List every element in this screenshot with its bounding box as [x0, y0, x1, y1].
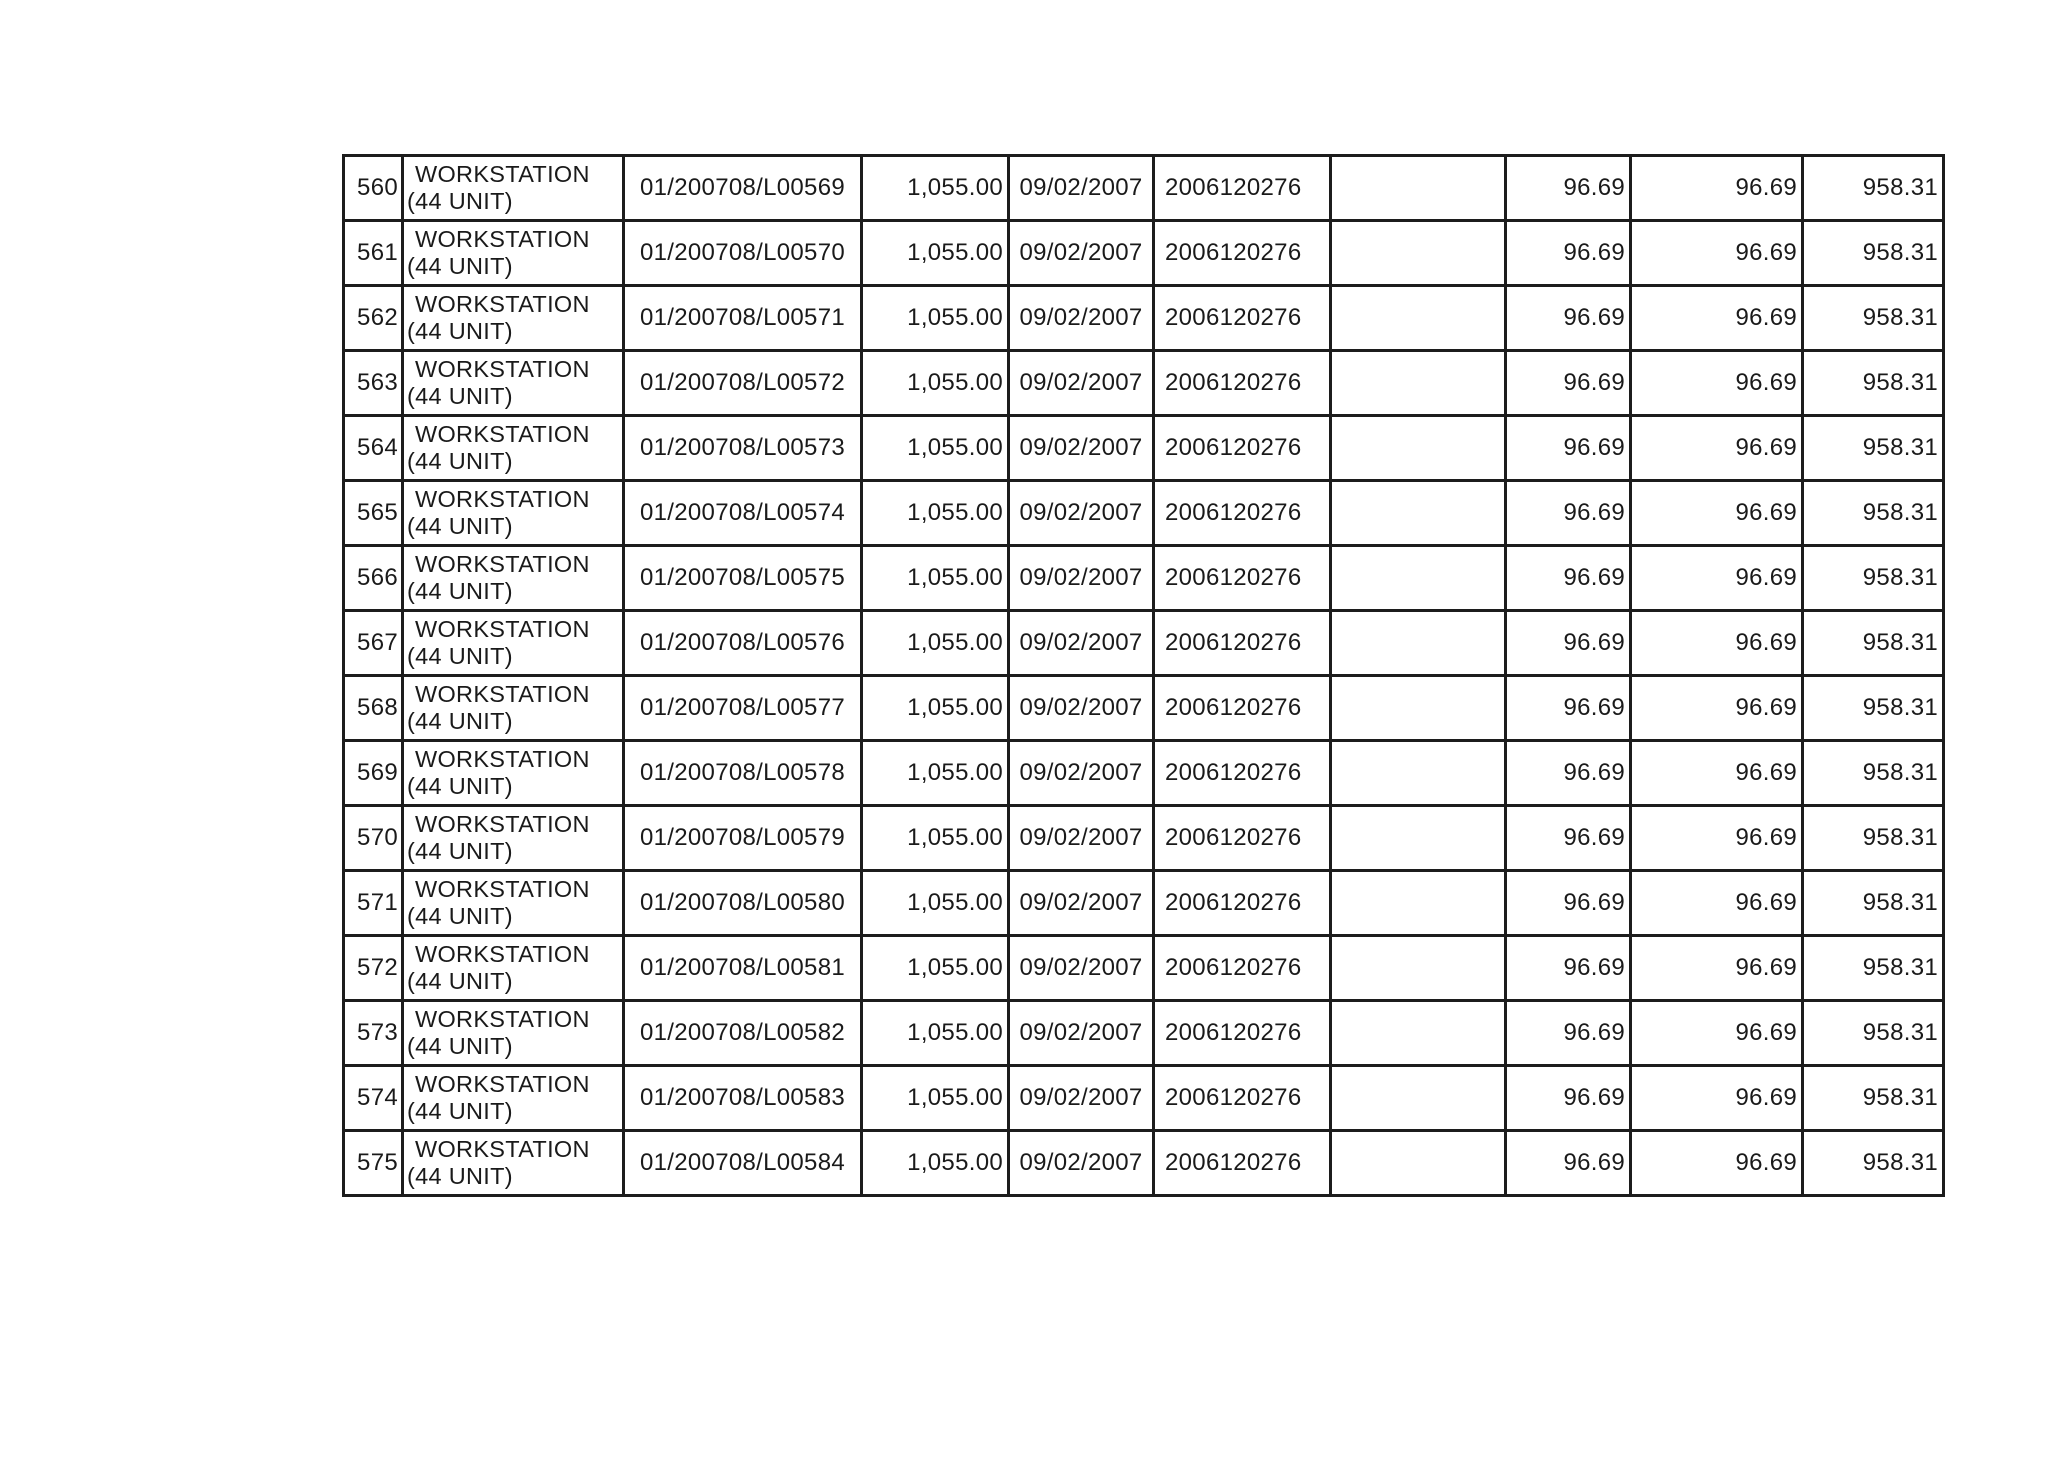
description-line-1: WORKSTATION — [415, 356, 590, 382]
date-cell: 09/02/2007 — [1009, 741, 1154, 806]
net-book-value-cell: 958.31 — [1803, 286, 1944, 351]
reference-cell: 01/200708/L00569 — [624, 156, 862, 221]
description-cell — [403, 741, 624, 806]
net-book-value-cell: 958.31 — [1803, 676, 1944, 741]
net-book-value-cell: 958.31 — [1803, 871, 1944, 936]
reference-cell: 01/200708/L00572 — [624, 351, 862, 416]
accumulated-depreciation-cell: 96.69 — [1631, 936, 1803, 1001]
item-number-cell: 571 — [344, 871, 403, 936]
cost-cell: 1,055.00 — [862, 546, 1009, 611]
depreciation-cell: 96.69 — [1506, 221, 1631, 286]
accumulated-depreciation-cell: 96.69 — [1631, 871, 1803, 936]
net-book-value-cell: 958.31 — [1803, 156, 1944, 221]
date-cell: 09/02/2007 — [1009, 1131, 1154, 1196]
item-number-cell: 563 — [344, 351, 403, 416]
net-book-value-cell: 958.31 — [1803, 221, 1944, 286]
description-line-1: WORKSTATION — [415, 1136, 590, 1162]
accumulated-depreciation-cell: 96.69 — [1631, 156, 1803, 221]
empty-cell — [1331, 351, 1506, 416]
depreciation-cell: 96.69 — [1506, 936, 1631, 1001]
reference-cell: 01/200708/L00571 — [624, 286, 862, 351]
item-number-cell: 575 — [344, 1131, 403, 1196]
description-line-1: WORKSTATION — [415, 941, 590, 967]
description-line-1: WORKSTATION — [415, 486, 590, 512]
cost-cell: 1,055.00 — [862, 871, 1009, 936]
description-cell — [403, 351, 624, 416]
code-cell: 2006120276 — [1154, 676, 1331, 741]
code-cell: 2006120276 — [1154, 871, 1331, 936]
empty-cell — [1331, 156, 1506, 221]
table-row — [344, 351, 1944, 416]
item-number-cell: 567 — [344, 611, 403, 676]
code-cell: 2006120276 — [1154, 416, 1331, 481]
description-line-1: WORKSTATION — [415, 811, 590, 837]
item-number-cell: 574 — [344, 1066, 403, 1131]
net-book-value-cell: 958.31 — [1803, 1001, 1944, 1066]
description-line-2: (44 UNIT) — [407, 708, 513, 734]
cost-cell: 1,055.00 — [862, 806, 1009, 871]
date-cell: 09/02/2007 — [1009, 1001, 1154, 1066]
description-line-1: WORKSTATION — [415, 746, 590, 772]
table-row — [344, 871, 1944, 936]
date-cell: 09/02/2007 — [1009, 676, 1154, 741]
description-cell — [403, 416, 624, 481]
description-line-1: WORKSTATION — [415, 161, 590, 187]
empty-cell — [1331, 546, 1506, 611]
depreciation-cell: 96.69 — [1506, 416, 1631, 481]
reference-cell: 01/200708/L00575 — [624, 546, 862, 611]
table-row — [344, 1131, 1944, 1196]
reference-cell: 01/200708/L00576 — [624, 611, 862, 676]
reference-cell: 01/200708/L00580 — [624, 871, 862, 936]
table-row — [344, 741, 1944, 806]
cost-cell: 1,055.00 — [862, 221, 1009, 286]
item-number-cell: 566 — [344, 546, 403, 611]
empty-cell — [1331, 1066, 1506, 1131]
code-cell: 2006120276 — [1154, 1066, 1331, 1131]
item-number-cell: 572 — [344, 936, 403, 1001]
description-line-1: WORKSTATION — [415, 421, 590, 447]
description-cell — [403, 156, 624, 221]
cost-cell: 1,055.00 — [862, 676, 1009, 741]
cost-cell: 1,055.00 — [862, 416, 1009, 481]
code-cell: 2006120276 — [1154, 1001, 1331, 1066]
table-body — [344, 156, 1944, 1196]
description-line-2: (44 UNIT) — [407, 838, 513, 864]
date-cell: 09/02/2007 — [1009, 481, 1154, 546]
empty-cell — [1331, 481, 1506, 546]
item-number-cell: 561 — [344, 221, 403, 286]
depreciation-cell: 96.69 — [1506, 741, 1631, 806]
reference-cell: 01/200708/L00578 — [624, 741, 862, 806]
code-cell: 2006120276 — [1154, 286, 1331, 351]
code-cell: 2006120276 — [1154, 156, 1331, 221]
cost-cell: 1,055.00 — [862, 1131, 1009, 1196]
description-line-1: WORKSTATION — [415, 291, 590, 317]
description-cell — [403, 481, 624, 546]
cost-cell: 1,055.00 — [862, 1066, 1009, 1131]
item-number-cell: 568 — [344, 676, 403, 741]
depreciation-cell: 96.69 — [1506, 1001, 1631, 1066]
reference-cell: 01/200708/L00584 — [624, 1131, 862, 1196]
description-line-2: (44 UNIT) — [407, 253, 513, 279]
table-row — [344, 936, 1944, 1001]
reference-cell: 01/200708/L00577 — [624, 676, 862, 741]
code-cell: 2006120276 — [1154, 936, 1331, 1001]
date-cell: 09/02/2007 — [1009, 936, 1154, 1001]
table-row — [344, 416, 1944, 481]
description-line-1: WORKSTATION — [415, 876, 590, 902]
net-book-value-cell: 958.31 — [1803, 1066, 1944, 1131]
empty-cell — [1331, 676, 1506, 741]
description-line-2: (44 UNIT) — [407, 773, 513, 799]
net-book-value-cell: 958.31 — [1803, 1131, 1944, 1196]
cost-cell: 1,055.00 — [862, 156, 1009, 221]
description-line-2: (44 UNIT) — [407, 903, 513, 929]
accumulated-depreciation-cell: 96.69 — [1631, 481, 1803, 546]
cost-cell: 1,055.00 — [862, 481, 1009, 546]
reference-cell: 01/200708/L00581 — [624, 936, 862, 1001]
empty-cell — [1331, 611, 1506, 676]
description-line-2: (44 UNIT) — [407, 383, 513, 409]
item-number-cell: 565 — [344, 481, 403, 546]
table-row — [344, 156, 1944, 221]
cost-cell: 1,055.00 — [862, 286, 1009, 351]
item-number-cell: 570 — [344, 806, 403, 871]
accumulated-depreciation-cell: 96.69 — [1631, 741, 1803, 806]
description-cell — [403, 936, 624, 1001]
code-cell: 2006120276 — [1154, 351, 1331, 416]
date-cell: 09/02/2007 — [1009, 221, 1154, 286]
description-line-2: (44 UNIT) — [407, 578, 513, 604]
item-number-cell: 562 — [344, 286, 403, 351]
table-row — [344, 1001, 1944, 1066]
table-row — [344, 611, 1944, 676]
accumulated-depreciation-cell: 96.69 — [1631, 221, 1803, 286]
depreciation-cell: 96.69 — [1506, 1066, 1631, 1131]
net-book-value-cell: 958.31 — [1803, 351, 1944, 416]
accumulated-depreciation-cell: 96.69 — [1631, 1131, 1803, 1196]
description-line-2: (44 UNIT) — [407, 1098, 513, 1124]
description-line-2: (44 UNIT) — [407, 1033, 513, 1059]
empty-cell — [1331, 1131, 1506, 1196]
accumulated-depreciation-cell: 96.69 — [1631, 1001, 1803, 1066]
table-row — [344, 481, 1944, 546]
depreciation-cell: 96.69 — [1506, 611, 1631, 676]
date-cell: 09/02/2007 — [1009, 156, 1154, 221]
empty-cell — [1331, 806, 1506, 871]
depreciation-cell: 96.69 — [1506, 871, 1631, 936]
description-cell — [403, 546, 624, 611]
net-book-value-cell: 958.31 — [1803, 611, 1944, 676]
empty-cell — [1331, 286, 1506, 351]
reference-cell: 01/200708/L00583 — [624, 1066, 862, 1131]
date-cell: 09/02/2007 — [1009, 871, 1154, 936]
description-cell — [403, 221, 624, 286]
description-cell — [403, 286, 624, 351]
empty-cell — [1331, 416, 1506, 481]
description-cell — [403, 611, 624, 676]
reference-cell: 01/200708/L00582 — [624, 1001, 862, 1066]
date-cell: 09/02/2007 — [1009, 611, 1154, 676]
empty-cell — [1331, 741, 1506, 806]
depreciation-cell: 96.69 — [1506, 676, 1631, 741]
cost-cell: 1,055.00 — [862, 1001, 1009, 1066]
code-cell: 2006120276 — [1154, 806, 1331, 871]
net-book-value-cell: 958.31 — [1803, 741, 1944, 806]
description-line-2: (44 UNIT) — [407, 968, 513, 994]
description-line-1: WORKSTATION — [415, 1071, 590, 1097]
depreciation-cell: 96.69 — [1506, 156, 1631, 221]
date-cell: 09/02/2007 — [1009, 546, 1154, 611]
depreciation-cell: 96.69 — [1506, 286, 1631, 351]
date-cell: 09/02/2007 — [1009, 416, 1154, 481]
description-line-1: WORKSTATION — [415, 226, 590, 252]
description-cell — [403, 871, 624, 936]
code-cell: 2006120276 — [1154, 481, 1331, 546]
description-cell — [403, 1131, 624, 1196]
empty-cell — [1331, 1001, 1506, 1066]
net-book-value-cell: 958.31 — [1803, 806, 1944, 871]
cost-cell: 1,055.00 — [862, 741, 1009, 806]
description-cell — [403, 806, 624, 871]
description-line-2: (44 UNIT) — [407, 188, 513, 214]
item-number-cell: 569 — [344, 741, 403, 806]
description-line-1: WORKSTATION — [415, 681, 590, 707]
reference-cell: 01/200708/L00573 — [624, 416, 862, 481]
code-cell: 2006120276 — [1154, 546, 1331, 611]
description-cell — [403, 1001, 624, 1066]
accumulated-depreciation-cell: 96.69 — [1631, 1066, 1803, 1131]
net-book-value-cell: 958.31 — [1803, 546, 1944, 611]
description-cell — [403, 676, 624, 741]
description-line-1: WORKSTATION — [415, 616, 590, 642]
description-line-2: (44 UNIT) — [407, 643, 513, 669]
accumulated-depreciation-cell: 96.69 — [1631, 806, 1803, 871]
date-cell: 09/02/2007 — [1009, 806, 1154, 871]
depreciation-cell: 96.69 — [1506, 481, 1631, 546]
cost-cell: 1,055.00 — [862, 611, 1009, 676]
accumulated-depreciation-cell: 96.69 — [1631, 351, 1803, 416]
description-line-1: WORKSTATION — [415, 551, 590, 577]
net-book-value-cell: 958.31 — [1803, 481, 1944, 546]
net-book-value-cell: 958.31 — [1803, 936, 1944, 1001]
accumulated-depreciation-cell: 96.69 — [1631, 546, 1803, 611]
asset-table — [342, 154, 1945, 1197]
empty-cell — [1331, 936, 1506, 1001]
description-line-1: WORKSTATION — [415, 1006, 590, 1032]
depreciation-cell: 96.69 — [1506, 546, 1631, 611]
date-cell: 09/02/2007 — [1009, 351, 1154, 416]
description-line-2: (44 UNIT) — [407, 513, 513, 539]
code-cell: 2006120276 — [1154, 221, 1331, 286]
item-number-cell: 560 — [344, 156, 403, 221]
net-book-value-cell: 958.31 — [1803, 416, 1944, 481]
empty-cell — [1331, 221, 1506, 286]
date-cell: 09/02/2007 — [1009, 1066, 1154, 1131]
accumulated-depreciation-cell: 96.69 — [1631, 286, 1803, 351]
table-row — [344, 1066, 1944, 1131]
table-row — [344, 676, 1944, 741]
description-line-2: (44 UNIT) — [407, 1163, 513, 1189]
empty-cell — [1331, 871, 1506, 936]
description-line-2: (44 UNIT) — [407, 448, 513, 474]
reference-cell: 01/200708/L00570 — [624, 221, 862, 286]
depreciation-cell: 96.69 — [1506, 1131, 1631, 1196]
item-number-cell: 564 — [344, 416, 403, 481]
date-cell: 09/02/2007 — [1009, 286, 1154, 351]
accumulated-depreciation-cell: 96.69 — [1631, 611, 1803, 676]
code-cell: 2006120276 — [1154, 741, 1331, 806]
depreciation-cell: 96.69 — [1506, 351, 1631, 416]
reference-cell: 01/200708/L00574 — [624, 481, 862, 546]
description-cell — [403, 1066, 624, 1131]
accumulated-depreciation-cell: 96.69 — [1631, 676, 1803, 741]
code-cell: 2006120276 — [1154, 611, 1331, 676]
depreciation-cell: 96.69 — [1506, 806, 1631, 871]
item-number-cell: 573 — [344, 1001, 403, 1066]
table-row — [344, 546, 1944, 611]
cost-cell: 1,055.00 — [862, 351, 1009, 416]
reference-cell: 01/200708/L00579 — [624, 806, 862, 871]
description-line-2: (44 UNIT) — [407, 318, 513, 344]
table-row — [344, 221, 1944, 286]
cost-cell: 1,055.00 — [862, 936, 1009, 1001]
table-row — [344, 286, 1944, 351]
accumulated-depreciation-cell: 96.69 — [1631, 416, 1803, 481]
code-cell: 2006120276 — [1154, 1131, 1331, 1196]
table-row — [344, 806, 1944, 871]
